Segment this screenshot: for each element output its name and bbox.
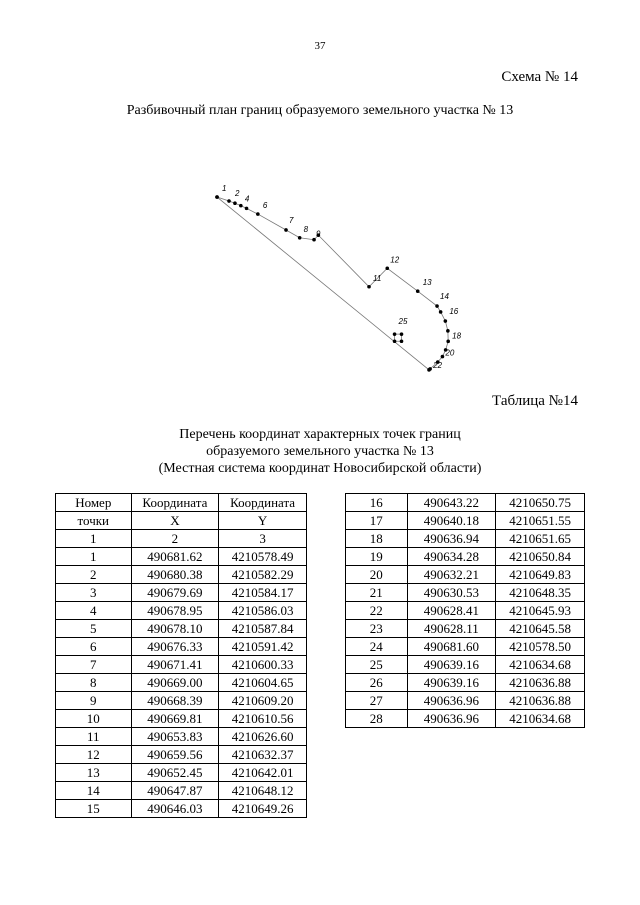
point-number-cell: 26	[346, 674, 408, 692]
table-row	[56, 620, 307, 638]
table-row	[56, 746, 307, 764]
boundary-points	[215, 195, 450, 371]
coordinate-y-cell: 4210591.42	[219, 638, 307, 656]
point-number-cell: 4	[56, 602, 132, 620]
point-label: 13	[422, 278, 432, 288]
boundary-point	[439, 310, 443, 314]
table-row	[56, 674, 307, 692]
table-header-row	[56, 512, 307, 530]
table-row	[56, 710, 307, 728]
boundary-point	[427, 368, 431, 372]
boundary-point	[400, 339, 404, 343]
coordinate-x-cell: 490659.56	[131, 746, 219, 764]
point-number-cell: 20	[346, 566, 408, 584]
coordinate-y-cell: 4210626.60	[219, 728, 307, 746]
table-row	[346, 692, 585, 710]
table-row	[346, 494, 585, 512]
point-number-cell: 24	[346, 638, 408, 656]
table-row	[56, 728, 307, 746]
table-row	[346, 584, 585, 602]
coordinate-x-cell: 490669.00	[131, 674, 219, 692]
boundary-point	[367, 285, 371, 289]
boundary-point	[393, 332, 397, 336]
table-row	[346, 548, 585, 566]
point-number-cell: 28	[346, 710, 408, 728]
coordinate-y-cell: 4210610.56	[219, 710, 307, 728]
coordinate-x-cell: 490639.16	[407, 674, 496, 692]
point-number-cell: 6	[56, 638, 132, 656]
point-label: 2	[235, 189, 240, 199]
coordinate-x-cell: 490647.87	[131, 782, 219, 800]
point-label: 1	[222, 184, 227, 193]
point-number-cell: 10	[56, 710, 132, 728]
coordinate-y-cell: 4210648.12	[219, 782, 307, 800]
list-title-line-1: Перечень координат характерных точек границ	[179, 427, 461, 442]
boundary-point	[256, 212, 260, 216]
boundary-point	[400, 332, 404, 336]
boundary-point	[239, 204, 243, 208]
table-row	[56, 548, 307, 566]
coordinate-y-cell: 4210578.50	[496, 638, 585, 656]
table-row	[56, 782, 307, 800]
coordinate-x-cell: 490639.16	[407, 656, 496, 674]
point-number-cell: 25	[346, 656, 408, 674]
point-number-cell: 3	[56, 584, 132, 602]
table-row	[346, 512, 585, 530]
coordinate-x-cell: 490652.45	[131, 764, 219, 782]
coordinate-y-cell: 4210587.84	[219, 620, 307, 638]
point-label: 12	[390, 255, 400, 265]
boundary-point	[385, 266, 389, 270]
boundary-lines	[217, 194, 448, 370]
coordinate-y-cell: 4210636.88	[496, 692, 585, 710]
coordinate-x-cell: 490640.18	[407, 512, 496, 530]
point-number-cell: 1	[56, 548, 132, 566]
point-label: 16	[449, 307, 459, 317]
table-label: Таблица №14	[492, 393, 578, 409]
point-number-cell: 23	[346, 620, 408, 638]
coordinates-table-right	[345, 493, 585, 728]
coordinate-x-cell: 490681.60	[407, 638, 496, 656]
scheme-label: Схема № 14	[501, 69, 578, 85]
coordinates-table-left	[55, 493, 307, 818]
boundary-point	[446, 329, 450, 333]
table-row	[346, 674, 585, 692]
boundary-point	[245, 207, 249, 211]
table-header-row	[56, 494, 307, 512]
coordinate-x-cell: 490678.95	[131, 602, 219, 620]
point-number-cell: 2	[56, 566, 132, 584]
point-number-cell: 19	[346, 548, 408, 566]
coordinate-y-cell: 4210632.37	[219, 746, 307, 764]
coordinate-x-cell: 490632.21	[407, 566, 496, 584]
coordinate-y-cell: 4210651.55	[496, 512, 585, 530]
point-number-cell: 22	[346, 602, 408, 620]
coordinate-x-cell: 490676.33	[131, 638, 219, 656]
point-number-cell: 8	[56, 674, 132, 692]
coordinate-x-cell: 490681.62	[131, 548, 219, 566]
coordinate-x-cell: 490646.03	[131, 800, 219, 818]
table-row	[346, 656, 585, 674]
point-label: 14	[440, 292, 449, 302]
coordinate-x-cell: 490671.41	[131, 656, 219, 674]
table-row	[56, 638, 307, 656]
boundary-point	[441, 355, 445, 359]
coordinate-y-cell: 4210645.58	[496, 620, 585, 638]
point-label: 7	[289, 215, 294, 225]
point-number-cell: 17	[346, 512, 408, 530]
coordinate-x-cell: 490636.94	[407, 530, 496, 548]
coordinate-y-cell: 4210651.65	[496, 530, 585, 548]
boundary-point	[446, 340, 450, 344]
coordinate-x-cell: Координата	[131, 494, 219, 512]
coordinate-x-cell: 490668.39	[131, 692, 219, 710]
table-index-row	[56, 530, 307, 548]
coordinate-x-cell: X	[131, 512, 219, 530]
boundary-point	[444, 319, 448, 323]
coordinate-y-cell: 4210645.93	[496, 602, 585, 620]
coordinate-y-cell: 3	[219, 530, 307, 548]
boundary-point	[233, 201, 237, 205]
coordinate-y-cell: 4210582.29	[219, 566, 307, 584]
coordinate-y-cell: Y	[219, 512, 307, 530]
point-number-cell: 1	[56, 530, 132, 548]
point-label: 8	[303, 224, 309, 234]
coordinate-x-cell: 490636.96	[407, 710, 496, 728]
coordinate-y-cell: 4210634.68	[496, 656, 585, 674]
boundary-point	[298, 236, 302, 240]
page-number: 37	[314, 40, 326, 52]
boundary-point	[227, 199, 231, 203]
coordinate-x-cell: 490628.11	[407, 620, 496, 638]
point-label: 20	[445, 348, 455, 358]
coordinate-y-cell: Координата	[219, 494, 307, 512]
table-row	[56, 566, 307, 584]
boundary-point	[215, 195, 219, 199]
list-title	[0, 426, 640, 477]
point-number-cell: 16	[346, 494, 408, 512]
coordinate-y-cell: 4210600.33	[219, 656, 307, 674]
coordinate-y-cell: 4210584.17	[219, 584, 307, 602]
coordinate-y-cell: 4210650.84	[496, 548, 585, 566]
boundary-labels	[222, 184, 462, 370]
point-number-cell: 12	[56, 746, 132, 764]
coordinate-y-cell: 4210634.68	[496, 710, 585, 728]
coordinate-x-cell: 490653.83	[131, 728, 219, 746]
point-number-cell: 7	[56, 656, 132, 674]
coordinate-y-cell: 4210648.35	[496, 584, 585, 602]
outer-boundary-line	[217, 194, 448, 370]
table-row	[56, 764, 307, 782]
coordinate-x-cell: 490630.53	[407, 584, 496, 602]
table-row	[56, 584, 307, 602]
coordinate-y-cell: 4210609.20	[219, 692, 307, 710]
point-number-cell: 18	[346, 530, 408, 548]
point-label: 6	[262, 201, 268, 211]
boundary-point	[284, 228, 288, 232]
table-row	[346, 638, 585, 656]
point-number-cell: Номер	[56, 494, 132, 512]
table-row	[346, 566, 585, 584]
table-row	[56, 692, 307, 710]
table-row	[346, 710, 585, 728]
plan-title: Разбивочный план границ образуемого земельного участка № 13	[126, 103, 514, 118]
point-label: 4	[244, 194, 250, 204]
point-label: 18	[452, 331, 462, 341]
point-label: 22	[433, 360, 443, 370]
point-number-cell: 13	[56, 764, 132, 782]
point-number-cell: 27	[346, 692, 408, 710]
coordinate-y-cell: 4210636.88	[496, 674, 585, 692]
coordinate-y-cell: 4210649.83	[496, 566, 585, 584]
point-number-cell: 14	[56, 782, 132, 800]
coordinate-x-cell: 490669.81	[131, 710, 219, 728]
coordinate-x-cell: 490678.10	[131, 620, 219, 638]
coordinate-x-cell: 2	[131, 530, 219, 548]
coordinate-y-cell: 4210642.01	[219, 764, 307, 782]
coordinate-y-cell: 4210586.03	[219, 602, 307, 620]
coordinate-y-cell: 4210578.49	[219, 548, 307, 566]
list-title-line-2: образуемого земельного участка № 13	[206, 444, 434, 459]
coordinate-x-cell: 490634.28	[407, 548, 496, 566]
table-row	[56, 656, 307, 674]
point-number-cell: 21	[346, 584, 408, 602]
point-number-cell: 5	[56, 620, 132, 638]
point-number-cell: 11	[56, 728, 132, 746]
point-label: 11	[373, 273, 382, 283]
list-title-line-3: (Местная система координат Новосибирской области)	[158, 461, 482, 476]
point-number-cell: 9	[56, 692, 132, 710]
table-row	[56, 800, 307, 818]
coordinate-y-cell: 4210604.65	[219, 674, 307, 692]
boundary-point	[416, 289, 420, 293]
table-row	[346, 602, 585, 620]
table-row	[346, 530, 585, 548]
point-number-cell: 15	[56, 800, 132, 818]
coordinate-x-cell: 490636.96	[407, 692, 496, 710]
boundary-point	[393, 339, 397, 343]
coordinate-x-cell: 490628.41	[407, 602, 496, 620]
coordinate-y-cell: 4210649.26	[219, 800, 307, 818]
coordinate-x-cell: 490679.69	[131, 584, 219, 602]
boundary-point	[435, 304, 439, 308]
point-label: 9	[316, 229, 321, 239]
coordinate-x-cell: 490680.38	[131, 566, 219, 584]
table-row	[56, 602, 307, 620]
coordinate-y-cell: 4210650.75	[496, 494, 585, 512]
coordinate-x-cell: 490643.22	[407, 494, 496, 512]
point-label: 25	[398, 317, 408, 327]
point-number-cell: точки	[56, 512, 132, 530]
table-row	[346, 620, 585, 638]
